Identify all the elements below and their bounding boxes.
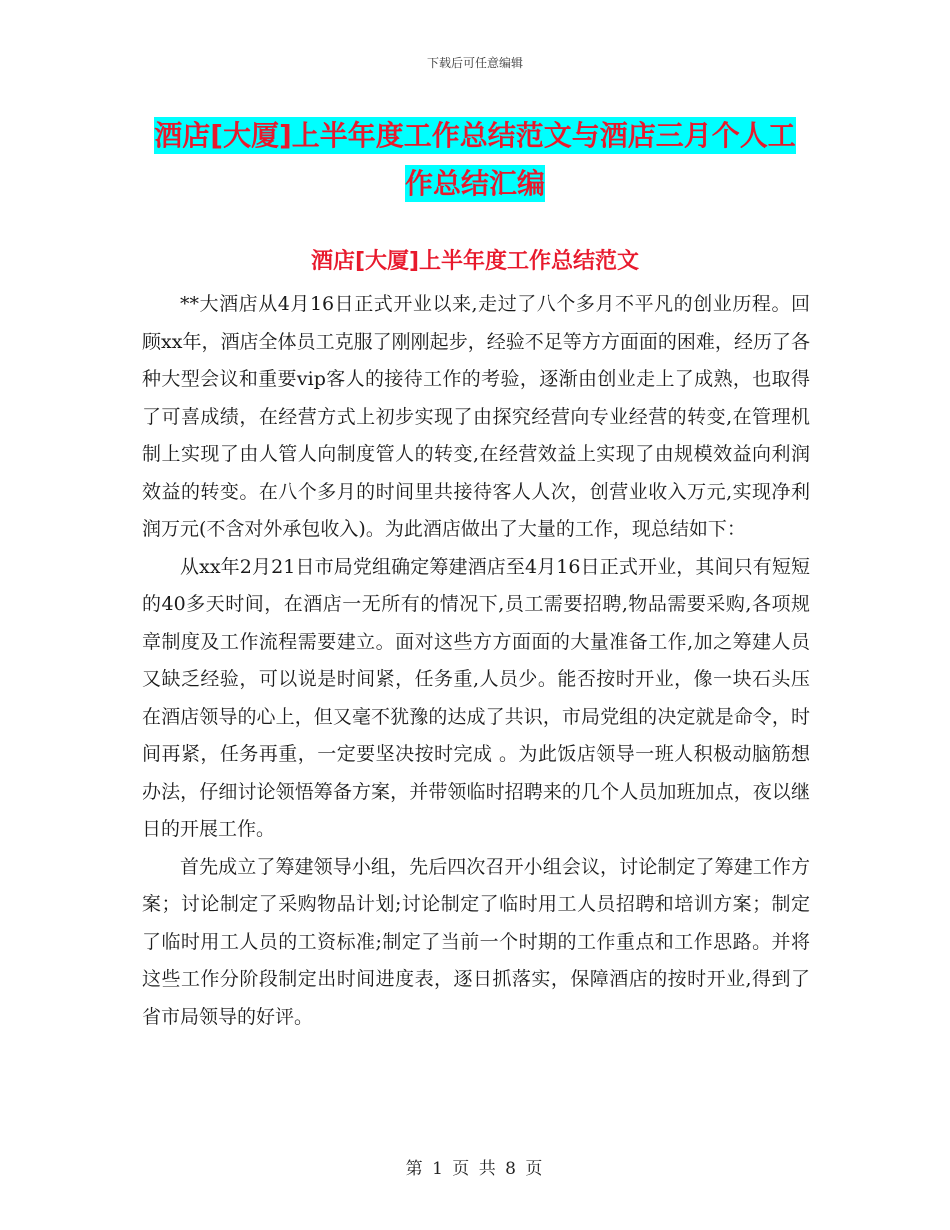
body-paragraph: 首先成立了筹建领导小组，先后四次召开小组会议，讨论制定了筹建工作方案；讨论制定了采购物品计划;讨论制定了临时用工人员招聘和培训方案；制定了临时用工人员的工资标准;制定了当前一个时期的工作重点和工作思路。并将这些工作分阶段制定出时间进度表，逐日抓落实，保障酒店的按时开业,得到了省市局领导的好评。 bbox=[142, 855, 810, 1028]
document-title-line-2: 作总结汇编 bbox=[404, 167, 545, 200]
document-title-line-1: 酒店[大厦]上半年度工作总结范文与酒店三月个人工 bbox=[154, 119, 796, 152]
section-title: 酒店[大厦]上半年度工作总结范文 bbox=[310, 249, 640, 274]
document-title bbox=[150, 112, 800, 208]
body-paragraph: 从xx年2月21日市局党组确定筹建酒店至4月16日正式开业，其间只有短短的40多天时间，在酒店一无所有的情况下,员工需要招聘,物品需要采购,各项规章制度及工作流程需要建立。面对这些方方面面的大量准备工作,加之筹建人员又缺乏经验，可以说是时间紧，任务重,人员少。能否按时开业，像一块石头压在酒店领导的心上，但又毫不犹豫的达成了共识，市局党组的决定就是命令，时间再紧，任务再重，一定要坚决按时完成 。为此饭店领导一班人积极动脑筋想办法，仔细讨论领悟筹备方案，并带领临时招聘来的几个人员加班加点，夜以继日的开展工作。 bbox=[142, 555, 810, 840]
page-number-footer: 第 1 页 共 8 页 bbox=[405, 1159, 545, 1179]
page-header-note: 下载后可任意编辑 bbox=[426, 56, 523, 70]
body-paragraph: **大酒店从4月16日正式开业以来,走过了八个多月不平凡的创业历程。回顾xx年，酒店全体员工克服了刚刚起步，经验不足等方方面面的困难，经历了各种大型会议和重要vip客人的接待工作的考验，逐渐由创业走上了成熟，也取得了可喜成绩，在经营方式上初步实现了由探究经营向专业经营的转变,在管理机制上实现了由人管人向制度管人的转变,在经营效益上实现了由规模效益向利润效益的转变。在八个多月的时间里共接待客人人次，创营业收入万元,实现净利润万元(不含对外承包收入)。为此酒店做出了大量的工作，现总结如下： bbox=[142, 293, 810, 540]
document-body bbox=[142, 286, 810, 1036]
